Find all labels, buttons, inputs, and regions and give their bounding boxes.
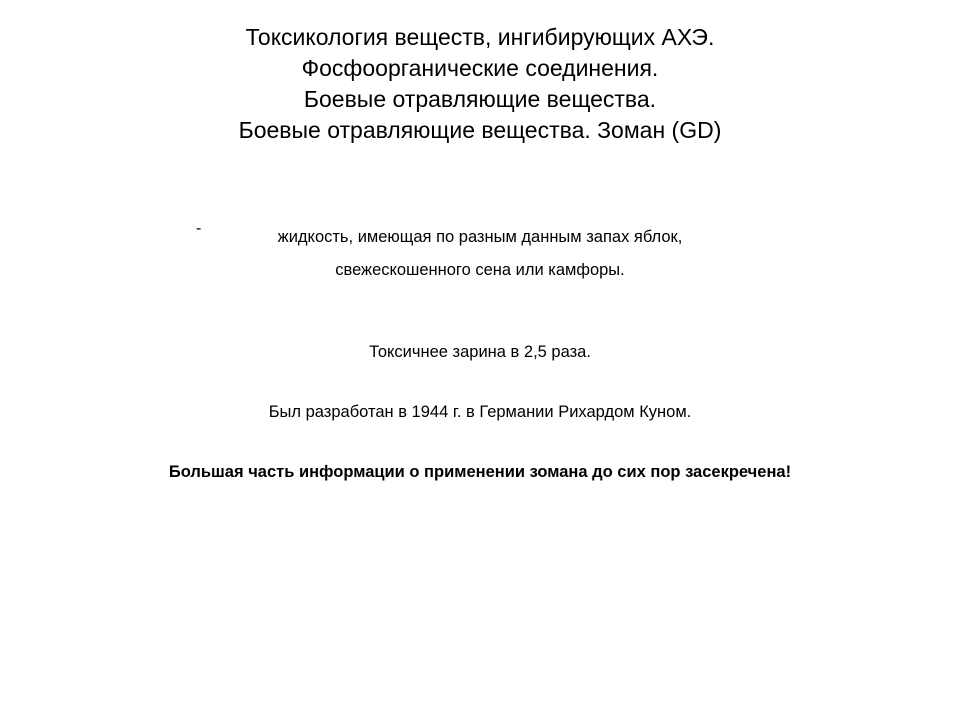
bullet-dash-icon: - bbox=[196, 220, 202, 237]
title-line: Токсикология веществ, ингибирующих АХЭ. bbox=[245, 24, 715, 50]
slide-title bbox=[0, 22, 960, 146]
bullet-line: жидкость, имеющая по разным данным запах яблок, bbox=[277, 228, 683, 246]
classified-note: Большая часть информации о применении зомана до сих пор засекречена! bbox=[168, 463, 792, 481]
history-note: Был разработан в 1944 г. в Германии Рихардом Куном. bbox=[268, 403, 692, 421]
bullet-item bbox=[0, 221, 960, 287]
title-line: Боевые отравляющие вещества. bbox=[303, 86, 657, 112]
title-line: Фосфоорганические соединения. bbox=[301, 55, 659, 81]
bullet-line: свежескошенного сена или камфоры. bbox=[335, 261, 625, 279]
toxicity-note: Токсичнее зарина в 2,5 раза. bbox=[369, 343, 591, 361]
title-line: Боевые отравляющие вещества. Зоман (GD) bbox=[238, 117, 722, 143]
